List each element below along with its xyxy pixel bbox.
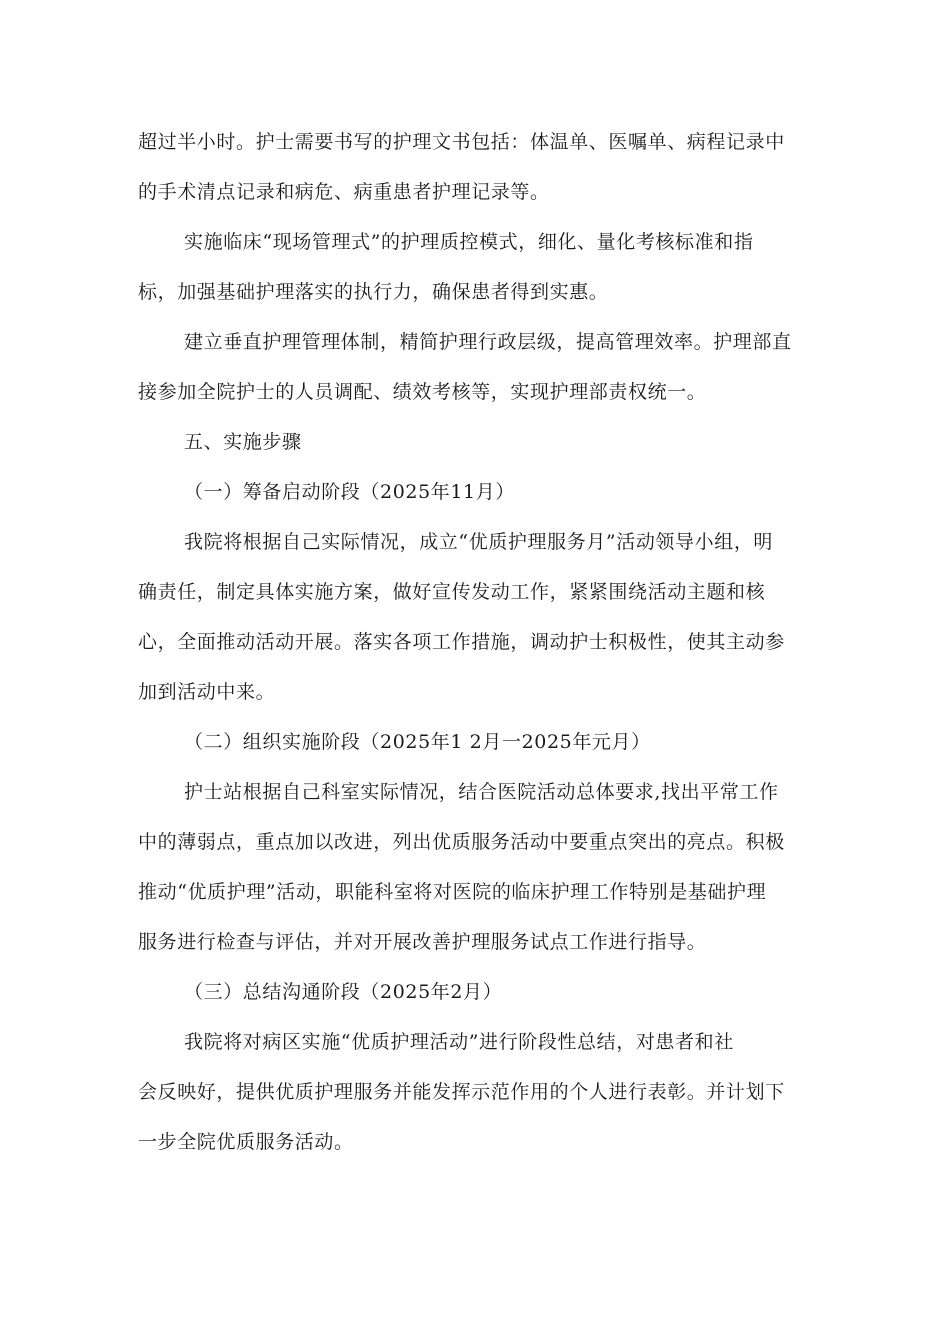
para2-line2: 标，加强基础护理落实的执行力，确保患者得到实惠。 [138,281,609,303]
stage2-line2: 中的薄弱点，重点加以改进，列出优质服务活动中要重点突出的亮点。积极 [138,831,785,853]
stage2-heading: （二）组织实施阶段（2025年1 2月一2025年元月） [184,731,651,753]
stage3-line2: 会反映好，提供优质护理服务并能发挥示范作用的个人进行表彰。并计划下 [138,1081,785,1103]
stage1-line1: 我院将根据自己实际情况，成立“优质护理服务月”活动领导小组，明 [184,531,774,553]
stage1-line4: 加到活动中来。 [138,681,276,703]
stage2-line4: 服务进行检查与评估，并对开展改善护理服务试点工作进行指导。 [138,931,707,953]
stage3-line3: 一步全院优质服务活动。 [138,1131,354,1153]
stage3-heading: （三）总结沟通阶段（2025年2月） [184,981,503,1003]
stage1-heading: （一）筹备启动阶段（2025年11月） [184,481,515,503]
para2-line1: 实施临床“现场管理式”的护理质控模式，细化、量化考核标准和指 [184,231,754,253]
stage2-line1: 护士站根据自己科室实际情况，结合医院活动总体要求,找出平常工作 [184,781,779,803]
stage3-line1: 我院将对病区实施“优质护理活动”进行阶段性总结，对患者和社 [184,1031,734,1053]
para3-line1: 建立垂直护理管理体制，精简护理行政层级，提高管理效率。护理部直 [184,331,792,353]
para1-line1: 超过半小时。护士需要书写的护理文书包括：体温单、医嘱单、病程记录中 [138,131,785,153]
stage1-line2: 确责任，制定具体实施方案，做好宣传发动工作，紧紧围绕活动主题和核 [138,581,766,603]
stage2-line3: 推动“优质护理”活动，职能科室将对医院的临床护理工作特别是基础护理 [138,881,767,903]
para3-line2: 接参加全院护士的人员调配、绩效考核等，实现护理部责权统一。 [138,381,707,403]
section-heading-steps: 五、实施步骤 [184,431,302,453]
stage1-line3: 心，全面推动活动开展。落实各项工作措施，调动护士积极性，使其主动参 [138,631,785,653]
para1-line2: 的手术清点记录和病危、病重患者护理记录等。 [138,181,550,203]
